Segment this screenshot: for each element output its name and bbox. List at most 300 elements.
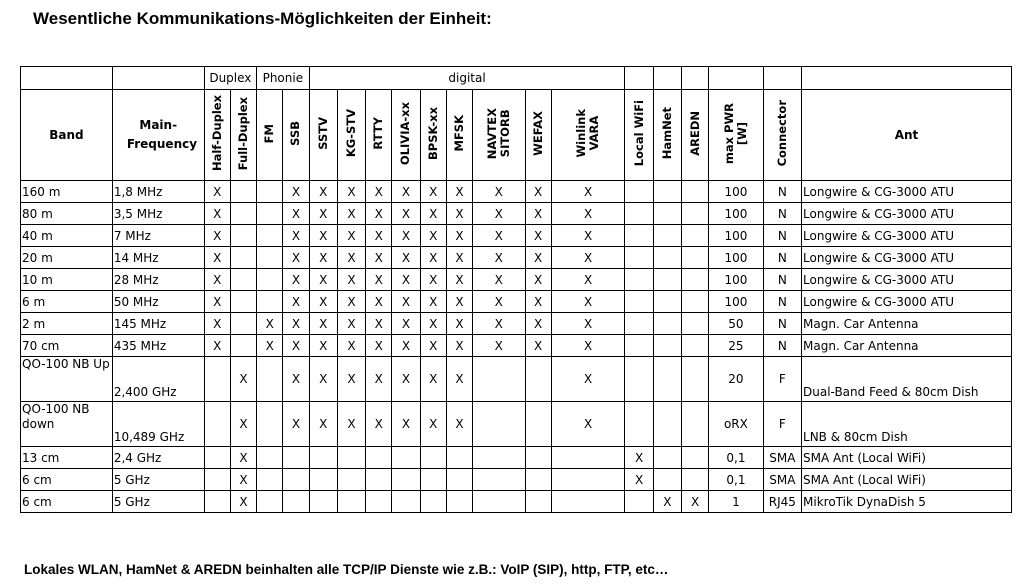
fm-cell [257, 247, 283, 269]
header-ssb-label: SSB [288, 121, 303, 146]
olivia-cell [392, 469, 420, 491]
connector-cell: N [763, 247, 801, 269]
half-duplex-cell [204, 491, 230, 513]
band-cell: 13 cm [21, 447, 113, 469]
connector-cell: N [763, 335, 801, 357]
winlink-cell: X [551, 269, 625, 291]
winlink-cell: X [551, 225, 625, 247]
header-bpsk-label: BPSK-xx [425, 107, 440, 160]
wefax-cell [525, 447, 551, 469]
kg-stv-cell [337, 491, 365, 513]
aredn-cell [681, 357, 708, 402]
ant-cell: Longwire & CG-3000 ATU [802, 291, 1012, 313]
rtty-cell [366, 491, 392, 513]
half-duplex-cell [204, 447, 230, 469]
header-fm [257, 90, 283, 181]
ssb-cell: X [283, 225, 309, 247]
max-pwr-cell: 20 [709, 357, 763, 402]
half-duplex-cell: X [204, 291, 230, 313]
header-kg-stv [337, 90, 365, 181]
mfsk-cell: X [446, 402, 472, 447]
connector-cell: N [763, 313, 801, 335]
half-duplex-cell: X [204, 269, 230, 291]
ant-cell: SMA Ant (Local WiFi) [802, 469, 1012, 491]
band-cell: 10 m [21, 269, 113, 291]
bpsk-cell: X [420, 357, 446, 402]
max-pwr-cell: 50 [709, 313, 763, 335]
rtty-cell: X [366, 335, 392, 357]
local-wifi-cell [625, 225, 653, 247]
ssb-cell: X [283, 291, 309, 313]
table-row [21, 269, 1012, 291]
max-pwr-cell: 100 [709, 225, 763, 247]
local-wifi-cell [625, 291, 653, 313]
wefax-cell [525, 469, 551, 491]
hamnet-cell [653, 335, 681, 357]
wefax-cell [525, 357, 551, 402]
wefax-cell: X [525, 247, 551, 269]
aredn-cell [681, 269, 708, 291]
max-pwr-cell: 25 [709, 335, 763, 357]
ant-cell: Magn. Car Antenna [802, 313, 1012, 335]
rtty-cell: X [366, 225, 392, 247]
hamnet-cell [653, 203, 681, 225]
full-duplex-cell: X [230, 447, 256, 469]
full-duplex-cell [230, 225, 256, 247]
full-duplex-cell: X [230, 469, 256, 491]
half-duplex-cell: X [204, 313, 230, 335]
mfsk-cell: X [446, 181, 472, 203]
ant-cell: Longwire & CG-3000 ATU [802, 203, 1012, 225]
kg-stv-cell: X [337, 291, 365, 313]
frequency-cell: 7 MHz [112, 225, 204, 247]
header-local-wifi-label: Local WiFi [631, 100, 646, 167]
connector-cell: F [763, 357, 801, 402]
group-empty-cell [112, 67, 204, 90]
hamnet-cell [653, 225, 681, 247]
table-row [21, 203, 1012, 225]
winlink-cell: X [551, 291, 625, 313]
winlink-cell: X [551, 402, 625, 447]
ant-cell: Longwire & CG-3000 ATU [802, 247, 1012, 269]
fm-cell [257, 469, 283, 491]
frequency-cell: 3,5 MHz [112, 203, 204, 225]
wefax-cell: X [525, 335, 551, 357]
hamnet-cell [653, 469, 681, 491]
sstv-cell: X [309, 225, 337, 247]
mfsk-cell: X [446, 225, 472, 247]
band-cell: 160 m [21, 181, 113, 203]
half-duplex-cell: X [204, 203, 230, 225]
header-olivia-label: OLIVIA-xx [398, 101, 413, 166]
ant-cell: Longwire & CG-3000 ATU [802, 225, 1012, 247]
header-full-duplex-label: Full-Duplex [235, 96, 250, 171]
sstv-cell [309, 447, 337, 469]
header-main-frequency: Main-Frequency [112, 90, 204, 181]
max-pwr-cell: 0,1 [709, 469, 763, 491]
table-row [21, 469, 1012, 491]
aredn-cell [681, 247, 708, 269]
winlink-cell [551, 469, 625, 491]
ant-cell: Longwire & CG-3000 ATU [802, 269, 1012, 291]
kg-stv-cell [337, 469, 365, 491]
page-title: Wesentliche Kommunikations-Möglichkeiten der Einheit: [33, 9, 492, 28]
navtex-cell: X [473, 181, 525, 203]
full-duplex-cell: X [230, 491, 256, 513]
sstv-cell: X [309, 269, 337, 291]
bpsk-cell: X [420, 225, 446, 247]
ssb-cell [283, 491, 309, 513]
olivia-cell: X [392, 291, 420, 313]
header-band: Band [21, 90, 113, 181]
ant-cell: Longwire & CG-3000 ATU [802, 181, 1012, 203]
bpsk-cell: X [420, 335, 446, 357]
hamnet-cell [653, 181, 681, 203]
local-wifi-cell [625, 181, 653, 203]
aredn-cell [681, 203, 708, 225]
group-header-row [21, 67, 1012, 90]
olivia-cell: X [392, 247, 420, 269]
kg-stv-cell: X [337, 335, 365, 357]
wefax-cell [525, 491, 551, 513]
frequency-cell: 50 MHz [112, 291, 204, 313]
aredn-cell [681, 447, 708, 469]
group-empty-cell [681, 67, 708, 90]
header-half-duplex [204, 90, 230, 181]
group-phonie: Phonie [257, 67, 309, 90]
half-duplex-cell [204, 469, 230, 491]
winlink-cell: X [551, 335, 625, 357]
rtty-cell: X [366, 313, 392, 335]
aredn-cell [681, 469, 708, 491]
olivia-cell: X [392, 335, 420, 357]
fm-cell [257, 447, 283, 469]
ant-cell: MikroTik DynaDish 5 [802, 491, 1012, 513]
ssb-cell [283, 469, 309, 491]
kg-stv-cell [337, 447, 365, 469]
table-row [21, 225, 1012, 247]
connector-cell: N [763, 269, 801, 291]
ant-cell: Dual-Band Feed & 80cm Dish [802, 357, 1012, 402]
header-max-pwr [709, 90, 763, 181]
frequency-cell: 5 GHz [112, 491, 204, 513]
olivia-cell: X [392, 203, 420, 225]
ssb-cell: X [283, 313, 309, 335]
fm-cell [257, 491, 283, 513]
header-connector [763, 90, 801, 181]
sstv-cell: X [309, 291, 337, 313]
table-row [21, 447, 1012, 469]
group-empty-cell [653, 67, 681, 90]
header-winlink-label [575, 109, 601, 158]
header-olivia [392, 90, 420, 181]
header-winlink-line1: Winlink [574, 109, 589, 158]
half-duplex-cell: X [204, 181, 230, 203]
group-digital: digital [309, 67, 625, 90]
wefax-cell: X [525, 269, 551, 291]
wefax-cell: X [525, 291, 551, 313]
wefax-cell: X [525, 225, 551, 247]
frequency-cell: 28 MHz [112, 269, 204, 291]
connector-cell: N [763, 181, 801, 203]
header-navtex-line2: SITORB [497, 109, 512, 158]
connector-cell: N [763, 203, 801, 225]
ant-cell: Magn. Car Antenna [802, 335, 1012, 357]
sstv-cell: X [309, 181, 337, 203]
winlink-cell [551, 447, 625, 469]
rtty-cell [366, 469, 392, 491]
max-pwr-cell: 100 [709, 269, 763, 291]
hamnet-cell [653, 313, 681, 335]
wefax-cell: X [525, 313, 551, 335]
header-wefax [525, 90, 551, 181]
frequency-cell: 14 MHz [112, 247, 204, 269]
header-local-wifi [625, 90, 653, 181]
header-connector-label: Connector [774, 100, 789, 167]
aredn-cell [681, 181, 708, 203]
full-duplex-cell [230, 181, 256, 203]
table-row [21, 357, 1012, 402]
hamnet-cell [653, 291, 681, 313]
winlink-cell: X [551, 247, 625, 269]
header-rtty [366, 90, 392, 181]
mfsk-cell: X [446, 247, 472, 269]
ant-cell: SMA Ant (Local WiFi) [802, 447, 1012, 469]
max-pwr-cell: 1 [709, 491, 763, 513]
header-full-duplex [230, 90, 256, 181]
half-duplex-cell [204, 402, 230, 447]
band-cell: 70 cm [21, 335, 113, 357]
fm-cell [257, 269, 283, 291]
local-wifi-cell [625, 203, 653, 225]
max-pwr-cell: 100 [709, 203, 763, 225]
kg-stv-cell: X [337, 269, 365, 291]
header-ssb [283, 90, 309, 181]
header-bpsk [420, 90, 446, 181]
fm-cell: X [257, 313, 283, 335]
hamnet-cell [653, 447, 681, 469]
ssb-cell [283, 447, 309, 469]
sstv-cell: X [309, 313, 337, 335]
local-wifi-cell: X [625, 447, 653, 469]
olivia-cell: X [392, 402, 420, 447]
band-cell: QO-100 NB Up [21, 357, 113, 402]
sstv-cell: X [309, 203, 337, 225]
header-navtex-label [486, 108, 512, 159]
navtex-cell [473, 402, 525, 447]
fm-cell [257, 203, 283, 225]
band-cell: QO-100 NB down [21, 402, 113, 447]
winlink-cell [551, 491, 625, 513]
bpsk-cell: X [420, 313, 446, 335]
header-max-pwr-line1: max PWR [721, 102, 736, 165]
navtex-cell: X [473, 335, 525, 357]
half-duplex-cell [204, 357, 230, 402]
fm-cell [257, 402, 283, 447]
wefax-cell: X [525, 181, 551, 203]
ant-cell: LNB & 80cm Dish [802, 402, 1012, 447]
connector-cell: N [763, 225, 801, 247]
header-kg-stv-label: KG-STV [343, 109, 358, 158]
max-pwr-cell: 100 [709, 291, 763, 313]
navtex-cell: X [473, 291, 525, 313]
frequency-cell: 2,400 GHz [112, 357, 204, 402]
half-duplex-cell: X [204, 335, 230, 357]
group-empty-cell [21, 67, 113, 90]
header-sstv [309, 90, 337, 181]
header-winlink-line2: VARA [587, 116, 602, 151]
sstv-cell: X [309, 357, 337, 402]
aredn-cell [681, 225, 708, 247]
hamnet-cell [653, 247, 681, 269]
band-cell: 40 m [21, 225, 113, 247]
full-duplex-cell: X [230, 402, 256, 447]
header-max-pwr-line2: [W] [734, 121, 749, 146]
wefax-cell [525, 402, 551, 447]
frequency-cell: 435 MHz [112, 335, 204, 357]
kg-stv-cell: X [337, 247, 365, 269]
full-duplex-cell [230, 313, 256, 335]
frequency-cell: 10,489 GHz [112, 402, 204, 447]
table-row [21, 491, 1012, 513]
rtty-cell: X [366, 203, 392, 225]
ssb-cell: X [283, 203, 309, 225]
table-row [21, 247, 1012, 269]
header-hamnet [653, 90, 681, 181]
full-duplex-cell [230, 335, 256, 357]
olivia-cell [392, 491, 420, 513]
winlink-cell: X [551, 357, 625, 402]
band-cell: 6 m [21, 291, 113, 313]
aredn-cell [681, 313, 708, 335]
rtty-cell: X [366, 269, 392, 291]
hamnet-cell [653, 357, 681, 402]
header-sstv-label: SSTV [315, 117, 330, 150]
kg-stv-cell: X [337, 203, 365, 225]
group-empty-cell [763, 67, 801, 90]
header-winlink-vara [551, 90, 625, 181]
kg-stv-cell: X [337, 181, 365, 203]
sstv-cell [309, 491, 337, 513]
local-wifi-cell [625, 247, 653, 269]
wefax-cell: X [525, 203, 551, 225]
full-duplex-cell [230, 247, 256, 269]
kg-stv-cell: X [337, 225, 365, 247]
local-wifi-cell [625, 357, 653, 402]
header-mfsk-label: MFSK [451, 115, 466, 152]
connector-cell: SMA [763, 469, 801, 491]
header-aredn [681, 90, 708, 181]
rtty-cell: X [366, 291, 392, 313]
footer-note: Lokales WLAN, HamNet & AREDN beinhalten alle TCP/IP Dienste wie z.B.: VoIP (SIP), http, FTP, etc… [24, 562, 669, 577]
mfsk-cell: X [446, 313, 472, 335]
sstv-cell: X [309, 402, 337, 447]
aredn-cell [681, 291, 708, 313]
communications-table [20, 66, 1012, 513]
local-wifi-cell [625, 335, 653, 357]
bpsk-cell: X [420, 269, 446, 291]
full-duplex-cell: X [230, 357, 256, 402]
olivia-cell: X [392, 269, 420, 291]
fm-cell [257, 225, 283, 247]
full-duplex-cell [230, 269, 256, 291]
full-duplex-cell [230, 291, 256, 313]
column-header-row [21, 90, 1012, 181]
header-max-pwr-label [723, 103, 749, 164]
frequency-cell: 5 GHz [112, 469, 204, 491]
winlink-cell: X [551, 203, 625, 225]
fm-cell [257, 291, 283, 313]
hamnet-cell [653, 269, 681, 291]
connector-cell: SMA [763, 447, 801, 469]
ssb-cell: X [283, 402, 309, 447]
olivia-cell: X [392, 357, 420, 402]
aredn-cell [681, 335, 708, 357]
mfsk-cell [446, 491, 472, 513]
olivia-cell: X [392, 181, 420, 203]
mfsk-cell: X [446, 203, 472, 225]
local-wifi-cell [625, 491, 653, 513]
mfsk-cell: X [446, 357, 472, 402]
kg-stv-cell: X [337, 357, 365, 402]
olivia-cell: X [392, 313, 420, 335]
kg-stv-cell: X [337, 402, 365, 447]
bpsk-cell [420, 491, 446, 513]
fm-cell [257, 357, 283, 402]
header-aredn-label: AREDN [687, 111, 702, 156]
band-cell: 2 m [21, 313, 113, 335]
table-row [21, 335, 1012, 357]
local-wifi-cell [625, 269, 653, 291]
header-fm-label: FM [262, 123, 277, 144]
table-row [21, 291, 1012, 313]
aredn-cell: X [681, 491, 708, 513]
band-cell: 6 cm [21, 491, 113, 513]
mfsk-cell: X [446, 291, 472, 313]
max-pwr-cell: 0,1 [709, 447, 763, 469]
mfsk-cell: X [446, 335, 472, 357]
header-navtex-line1: NAVTEX [484, 107, 499, 160]
ssb-cell: X [283, 181, 309, 203]
connector-cell: F [763, 402, 801, 447]
navtex-cell: X [473, 203, 525, 225]
rtty-cell: X [366, 247, 392, 269]
olivia-cell [392, 447, 420, 469]
sstv-cell: X [309, 335, 337, 357]
navtex-cell: X [473, 313, 525, 335]
group-empty-cell [709, 67, 763, 90]
rtty-cell: X [366, 181, 392, 203]
bpsk-cell: X [420, 247, 446, 269]
max-pwr-cell: 100 [709, 181, 763, 203]
table-row [21, 402, 1012, 447]
bpsk-cell: X [420, 402, 446, 447]
hamnet-cell: X [653, 491, 681, 513]
connector-cell: RJ45 [763, 491, 801, 513]
max-pwr-cell: oRX [709, 402, 763, 447]
ssb-cell: X [283, 269, 309, 291]
connector-cell: N [763, 291, 801, 313]
header-wefax-label: WEFAX [530, 111, 545, 156]
navtex-cell: X [473, 225, 525, 247]
ssb-cell: X [283, 247, 309, 269]
half-duplex-cell: X [204, 247, 230, 269]
header-rtty-label: RTTY [371, 117, 386, 150]
navtex-cell [473, 491, 525, 513]
table-row [21, 181, 1012, 203]
navtex-cell: X [473, 269, 525, 291]
local-wifi-cell [625, 402, 653, 447]
